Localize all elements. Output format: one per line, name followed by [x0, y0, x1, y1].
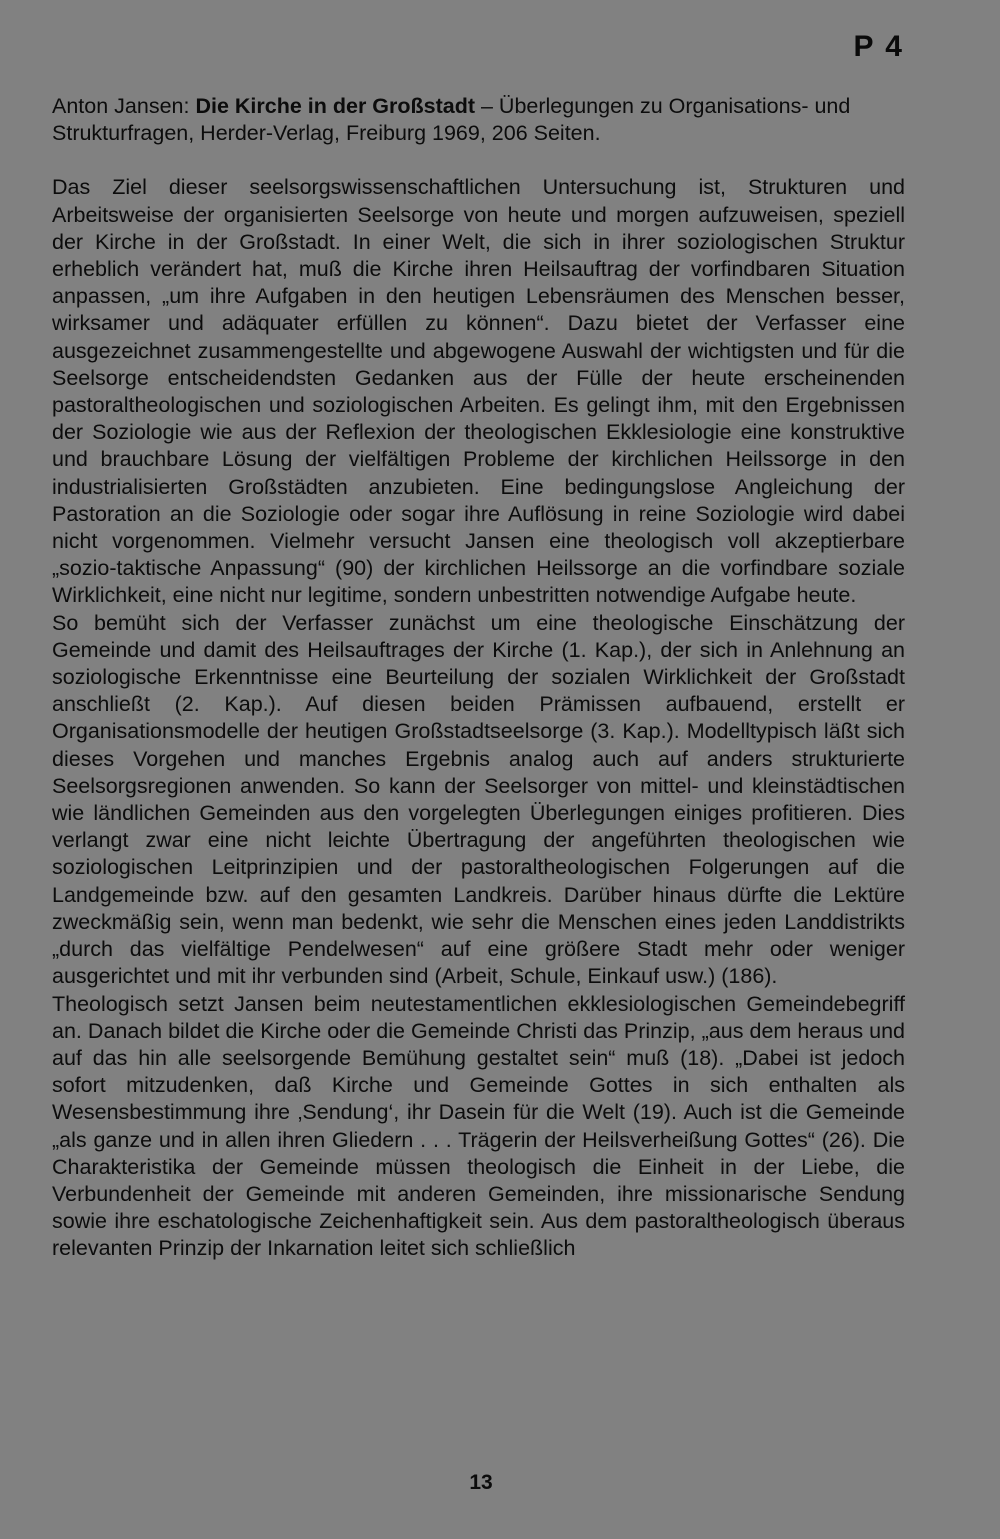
citation-title: Die Kirche in der Großstadt: [195, 94, 476, 118]
citation-details: – Überlegungen zu Organisations- und Strukturfragen, Herder-Verlag, Freiburg 1969, 206 Seiten.: [52, 94, 851, 146]
paragraph-2: So bemüht sich der Verfasser zunächst um eine theologische Einschätzung der Gemeinde und damit des Heilsauftrages der Kirche (1. Kap.), der sich in Anlehnung an soziologische Erkenntnisse eine Beurteilung der sozialen Wirklichkeit der Großstadt anschließt (2. Kap.). Auf diesen beiden Prämissen aufbauend, erstellt er Organisationsmodelle der heutigen Großstadtseelsorge (3. Kap.). Modelltypisch läßt sich dieses Vorgehen und manches Ergebnis analog auch auf anders strukturierte Seelsorgsregionen anwenden. So kann der Seelsorger von mittel- und kleinstädtischen wie ländlichen Gemeinden aus den vorgelegten Überlegungen einiges profitieren. Dies verlangt zwar eine nicht leichte Übertragung der angeführten theologischen wie soziologischen Leitprinzipien und der pastoraltheologischen Folgerungen auf die Landgemeinde bzw. auf den gesamten Landkreis. Darüber hinaus dürfte die Lektüre zweckmäßig sein, wenn man bedenkt, wie sehr die Menschen eines jeden Landdistrikts „durch das vielfältige Pendelwesen“ auf eine größere Stadt mehr oder weniger ausgerichtet und mit ihr verbunden sind (Arbeit, Schule, Einkauf usw.) (186).: [52, 610, 905, 989]
paragraph-3: Theologisch setzt Jansen beim neutestamentlichen ekklesiologischen Gemeindebegriff an. Danach bildet die Kirche oder die Gemeinde Christi das Prinzip, „aus dem heraus und auf das hin alle seelsorgende Bemühung gestaltet sein“ muß (18). „Dabei ist jedoch sofort mitzudenken, daß Kirche und Gemeinde Gottes in sich enthalten als Wesensbestimmung ihre ‚Sendung‘, ihr Dasein für die Welt (19). Auch ist die Gemeinde „als ganze und in allen ihren Gliedern . . . Trägerin der Heilsverheißung Gottes“ (26). Die Charakteristika der Gemeinde müssen theologisch die Einheit in der Liebe, die Verbundenheit der Gemeinde mit anderen Gemeinden, ihre missionarische Sendung sowie ihre eschatologische Zeichenhaftigkeit sein. Aus dem pastoraltheologisch überaus relevanten Prinzip der Inkarnation leitet sich schließlich: [52, 991, 905, 1261]
page-marker: P 4: [853, 30, 904, 63]
page-number: 13: [469, 1471, 493, 1494]
paragraph-1: Das Ziel dieser seelsorgswissenschaftlichen Untersuchung ist, Strukturen und Arbeitsweise der organisierten Seelsorge von heute und morgen aufzuweisen, speziell der Kirche in der Großstadt. In einer Welt, die sich in ihrer soziologischen Struktur erheblich verändert hat, muß die Kirche ihren Heilsauftrag der vorfindbaren Situation anpassen, „um ihre Aufgaben in den heutigen Lebensräumen des Menschen besser, wirksamer und adäquater erfüllen zu können“. Dazu bietet der Verfasser eine ausgezeichnet zusammengestellte und abgewogene Auswahl der wichtigsten und für die Seelsorge entscheidendsten Gedanken aus der Fülle der heute erscheinenden pastoraltheologischen und soziologischen Arbeiten. Es gelingt ihm, mit den Ergebnissen der Soziologie wie aus der Reflexion der theologischen Ekklesiologie eine konstruktive und brauchbare Lösung der vielfältigen Probleme der kirchlichen Heilssorge in den industrialisierten Großstädten anzubieten. Eine bedingungslose Angleichung der Pastoration an die Soziologie oder sogar ihre Auflösung in reine Soziologie wird dabei nicht vorgenommen. Vielmehr versucht Jansen eine theologisch voll akzeptierbare „sozio-taktische Anpassung“ (90) der kirchlichen Heilssorge an die vorfindbare soziale Wirklichkeit, eine nicht nur legitime, sondern unbestritten notwendige Aufgabe heute.: [52, 175, 905, 608]
review-body: [52, 93, 905, 1263]
citation-author: Anton Jansen:: [52, 94, 190, 118]
citation: [52, 93, 905, 147]
paragraph-gap: [52, 147, 905, 174]
